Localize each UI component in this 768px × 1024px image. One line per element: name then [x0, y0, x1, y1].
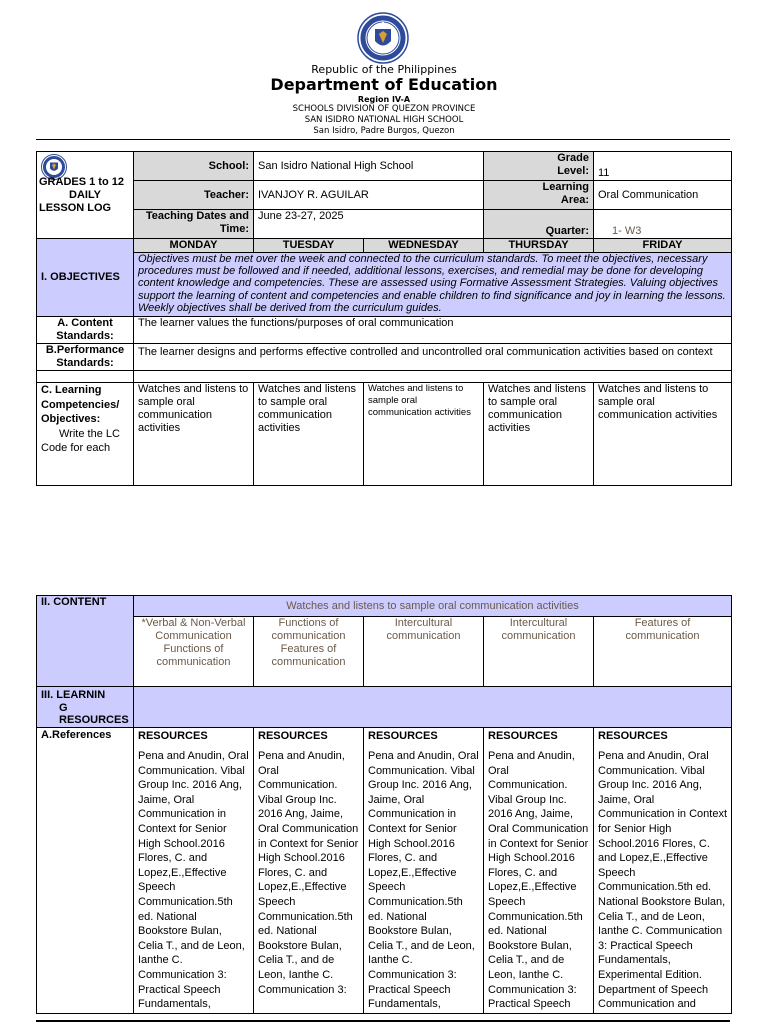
area-label — [484, 181, 594, 210]
lc-label-line-3: Objectives: — [41, 413, 101, 425]
lc-tuesday: Watches and listens to sample oral communication activities — [254, 383, 364, 486]
content-label: II. CONTENT — [37, 596, 134, 687]
lc-label-line-1: C. Learning — [41, 384, 102, 396]
region-line: Region IV-A — [357, 95, 411, 104]
learning-resources-label-line-2: G — [59, 701, 68, 714]
dates-label-line-2: Time: — [219, 223, 249, 235]
department-title: Department of Education — [270, 75, 498, 94]
content-topic-thursday: Intercultural communication — [484, 617, 594, 687]
address-line: San Isidro, Padre Burgos, Quezon — [313, 126, 455, 136]
grade-label — [484, 152, 594, 181]
content-topic-wednesday: Intercultural communication — [364, 617, 484, 687]
content-standards-label-line-2: Standards: — [56, 329, 114, 342]
spacer-cell — [134, 371, 732, 383]
dates-label-line-1: Teaching Dates and — [145, 210, 249, 222]
content-standards-value: The learner values the functions/purposes of oral communication — [134, 317, 732, 344]
day-header-tuesday: TUESDAY — [254, 239, 364, 253]
lc-wednesday: Watches and listens to sample oral communication activities — [364, 383, 484, 486]
performance-standards-label-line-2: Standards: — [56, 356, 114, 369]
log-title-line-2: DAILY — [69, 189, 101, 201]
log-title-line-1: GRADES 1 to 12 — [39, 176, 124, 188]
lc-friday: Watches and listens to sample oral communication activities — [594, 383, 732, 486]
day-header-wednesday: WEDNESDAY — [364, 239, 484, 253]
references-tuesday — [254, 727, 364, 1013]
dates-value: June 23-27, 2025 — [254, 210, 484, 239]
performance-standards-label — [37, 344, 134, 371]
teacher-value: IVANJOY R. AGUILAR — [254, 181, 484, 210]
content-topic-monday: *Verbal & Non-Verbal Communication Functions of communication — [134, 617, 254, 687]
learning-competencies-label — [37, 383, 134, 486]
objectives-text: Objectives must be met over the week and connected to the curriculum standards. To meet the objectives, necessary procedures must be followed and if needed, additional lessons, exercises, and remedial may be done for developing content knowledge and competencies. These are assessed using Formative Assessment Strategies. Valuing objectives support the learning of content and competencies and enable children to find significance and joy in learning the lessons. Weekly objectives shall be derived from the curriculum guides. — [134, 253, 732, 317]
day-header-friday: FRIDAY — [594, 239, 732, 253]
resources-heading: RESOURCES — [488, 729, 558, 742]
performance-standards-value: The learner designs and performs effective controlled and uncontrolled oral communication activities based on context — [134, 344, 732, 371]
references-monday — [134, 727, 254, 1013]
spacer-cell — [37, 371, 134, 383]
quarter-value: 1- W3 — [594, 210, 732, 239]
school-label: School: — [134, 152, 254, 181]
references-friday — [594, 727, 732, 1013]
day-header-thursday: THURSDAY — [484, 239, 594, 253]
teacher-label: Teacher: — [134, 181, 254, 210]
learning-resources-label-line-1: III. LEARNIN — [41, 689, 106, 701]
lc-label-line-4: Write the LC — [59, 427, 120, 440]
references-label: A.References — [37, 727, 134, 1013]
area-value: Oral Communication — [594, 181, 732, 210]
resources-heading: RESOURCES — [258, 729, 328, 742]
deped-seal-logo — [357, 12, 409, 64]
log-title-cell — [37, 152, 134, 239]
references-thursday — [484, 727, 594, 1013]
header-rule — [36, 139, 730, 140]
resources-heading: RESOURCES — [368, 729, 438, 742]
content-standards-label-line-1: A. Content — [57, 317, 113, 329]
lc-monday: Watches and listens to sample oral communication activities — [134, 383, 254, 486]
reference-text: Pena and Anudin, Oral Communication. Vibal Group Inc. 2016 Ang, Jaime, Oral Communication in Context for Senior High School.2016 Flores, C. and Lopez,E.,Effective Speech Communication.5th ed. National Bookstore Bulan, Celia T., and de Leon, Ianthe C. Communication 3: Practical Speech Fundamentals, — [368, 750, 479, 1011]
republic-line: Republic of the Philippines — [311, 63, 457, 76]
reference-text: Pena and Anudin, Oral Communication. Vibal Group Inc. 2016 Ang, Jaime, Oral Communication in Context for Senior High School.2016 Flores, C. and Lopez,E.,Effective Speech Communication.5th ed. National Bookstore Bulan, Celia T., and de Leon, Ianthe C. Communication 3: — [258, 750, 359, 996]
content-standards-label — [37, 317, 134, 344]
log-title-line-3: LESSON LOG — [39, 202, 112, 214]
reference-text: Pena and Anudin, Oral Communication. Vibal Group Inc. 2016 Ang, Jaime, Oral Communication in Context for Senior High School.2016 Flores, C. and Lopez,E.,Effective Speech Communication.5th ed. National Bookstore Bulan, Celia T., and de Leon, Ianthe C. Communication 3: Practical Speech Fundamentals, Experimental Edition. Department of Speech Communication and — [598, 750, 728, 1011]
resources-heading: RESOURCES — [138, 729, 208, 742]
quarter-label: Quarter: — [484, 210, 594, 239]
lc-label-line-2: Competencies/ — [41, 398, 120, 411]
reference-text: Pena and Anudin, Oral Communication. Vibal Group Inc. 2016 Ang, Jaime, Oral Communication in Context for Senior High School.2016 Flores, C. and Lopez,E.,Effective Speech Communication.5th ed. National Bookstore Bulan, Celia T., and de Leon, Ianthe C. Communication 3: Practical Speech — [488, 750, 589, 1011]
grade-label-line-1: Grade — [557, 152, 589, 164]
learning-resources-band — [134, 687, 732, 728]
references-wednesday — [364, 727, 484, 1013]
content-banner: Watches and listens to sample oral communication activities — [134, 596, 732, 617]
performance-standards-label-line-1: B.Performance — [45, 344, 125, 356]
school-name-line: SAN ISIDRO NATIONAL HIGH SCHOOL — [304, 115, 464, 125]
lesson-log-table — [36, 151, 732, 486]
grade-value: 11 — [594, 152, 732, 181]
content-topic-friday: Features of communication — [594, 617, 732, 687]
area-label-line-1: Learning — [542, 181, 589, 193]
learning-resources-label-line-3: RESOURCES — [59, 714, 129, 726]
area-label-line-2: Area: — [560, 194, 589, 206]
day-header-monday: MONDAY — [134, 239, 254, 253]
learning-resources-label — [37, 687, 134, 728]
reference-text: Pena and Anudin, Oral Communication. Vibal Group Inc. 2016 Ang, Jaime, Oral Communication in Context for Senior High School.2016 Flores, C. and Lopez,E.,Effective Speech Communication.5th ed. National Bookstore Bulan, Celia T., and de Leon, Ianthe C. Communication 3: Practical Speech Fundamentals, — [138, 750, 249, 1011]
content-resources-table — [36, 595, 732, 1014]
lc-label-line-5: Code for each — [41, 442, 111, 454]
dates-label — [134, 210, 254, 239]
content-topic-tuesday: Functions of communication Features of communication — [254, 617, 364, 687]
objectives-label: I. OBJECTIVES — [37, 239, 134, 317]
resources-heading: RESOURCES — [598, 729, 668, 742]
footer-rule — [36, 1020, 730, 1022]
lc-thursday: Watches and listens to sample oral communication activities — [484, 383, 594, 486]
school-value: San Isidro National High School — [254, 152, 484, 181]
division-line: SCHOOLS DIVISION OF QUEZON PROVINCE — [292, 104, 476, 114]
grade-label-line-2: Level: — [557, 165, 589, 177]
